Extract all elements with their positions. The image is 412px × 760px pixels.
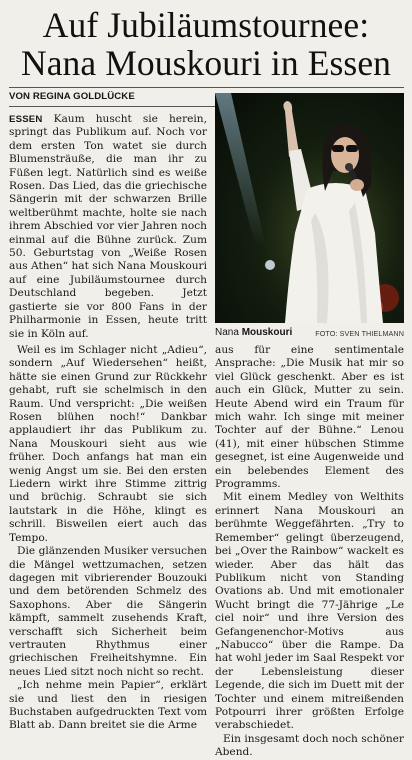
article-paragraph: Ein insgesamt doch noch schöner Abend. xyxy=(215,732,404,759)
article-paragraph: „Ich nehme mein Papier“, erklärt sie und liest den in riesigen Buchstaben aufgedruckten Text vom Blatt ab. Dann breitet sie die Arme xyxy=(9,679,207,732)
article-paragraph: Weil es im Schlager nicht „Adieu“, sondern „Auf Wiedersehen“ heißt, hätte sie einen Grund zur Rückkehr gehabt, ruft sie schelmisch in den Raum. Und verspricht: „Die weißen Rosen blühen noch!“ Dankbar applaudiert ihr das Publikum zu. Nana Mouskouri sieht aus wie früher. Doch anfangs hat man ein wenig Angst um sie. Bei den ersten Liedern wirkt ihre Stimme zittrig und brüchig. Schraubt sie sich lautstark in die Höhe, klingt es schrill. Bisweilen eiert auch das Tempo. xyxy=(9,344,207,544)
photo-caption xyxy=(215,326,404,339)
article-column-2 xyxy=(215,344,404,760)
headline-line-1: Auf Jubiläumstournee: xyxy=(42,5,370,45)
concert-photo xyxy=(215,93,404,323)
singer-image xyxy=(215,93,404,323)
photo-credit: FOTO: SVEN THIELMANN xyxy=(315,329,404,338)
headline-line-2: Nana Mouskouri in Essen xyxy=(20,43,392,83)
article-column-1-top xyxy=(9,113,207,341)
article-paragraph: Die glänzenden Musiker versuchen die Mängel wettzumachen, setzen dagegen mit vibrierender Bouzouki und dem betörenden Schmelz des Saxophons. Aber die Sängerin kämpft, sammelt zusehends Kraft, verschafft sich Sicherheit beim vertrauten Rhythmus einer griechischen Freiheitshymne. Ein neues Lied sitzt noch nicht so recht. xyxy=(9,545,207,678)
article-paragraph: Mit einem Medley von Welthits erinnert Nana Mouskouri an berühmte Weggefährten. „Try to Remember“ gelingt überzeugend, bei „Over the Rainbow“ wackelt es wieder. Aber das hält das Publikum nicht von Standing Ovations ab. Und mit emotionaler Wucht bringt die 77-Jährige „Le ciel noir“ und ihre Version des Gefangenenchor-Motivs aus „Nabucco“ über die Rampe. Da hat wohl jeder im Saal Respekt vor der Lebensleistung dieser Legende, die sich im Duett mit der Tochter und einem mitreißenden Potpourri ihrer größten Erfolge verabschiedet. xyxy=(215,491,404,732)
byline: VON REGINA GOLDLÜCKE xyxy=(9,91,135,102)
article-column-1-bottom xyxy=(9,344,207,733)
paragraph-text: Kaum huscht sie herein, springt das Publikum auf. Noch vor dem ersten Ton watet sie durch Blumensträuße, die man ihr zu Füßen legt. Natürlich sind es weiße Rosen. Das Lied, das die griechische Sängerin mit der schwarzen Brille weltberühmt machte, holte sie nach ihrem Abschied vor vier Jahren noch einmal auf die Bühne zurück. Zum 50. Geburtstag von „Weiße Rosen aus Athen“ hat sich Nana Mouskouri auf eine Jubiläumstournee durch Deutschland begeben. Jetzt gastierte sie vor 800 Fans in der Philharmonie in Essen, heute tritt sie in Köln auf. xyxy=(9,113,207,340)
byline-rule-top xyxy=(9,87,404,88)
dateline: ESSEN xyxy=(9,114,43,125)
article-paragraph xyxy=(9,113,207,341)
article-paragraph: aus für eine sentimentale Ansprache: „Die Musik hat mir so viel Glück geschenkt. Aber es ist auch ein Glück, Mutter zu sein. Heute Abend wird ein Traum für mich wahr. Ich singe mit meiner Tochter auf der Bühne.“ Lenou (41), mit einer hübschen Stimme gesegnet, ist eine Augenweide und ein belebendes Element des Programms. xyxy=(215,344,404,491)
caption-first-name: Nana xyxy=(215,327,239,338)
caption-last-name: Mouskouri xyxy=(241,327,293,338)
